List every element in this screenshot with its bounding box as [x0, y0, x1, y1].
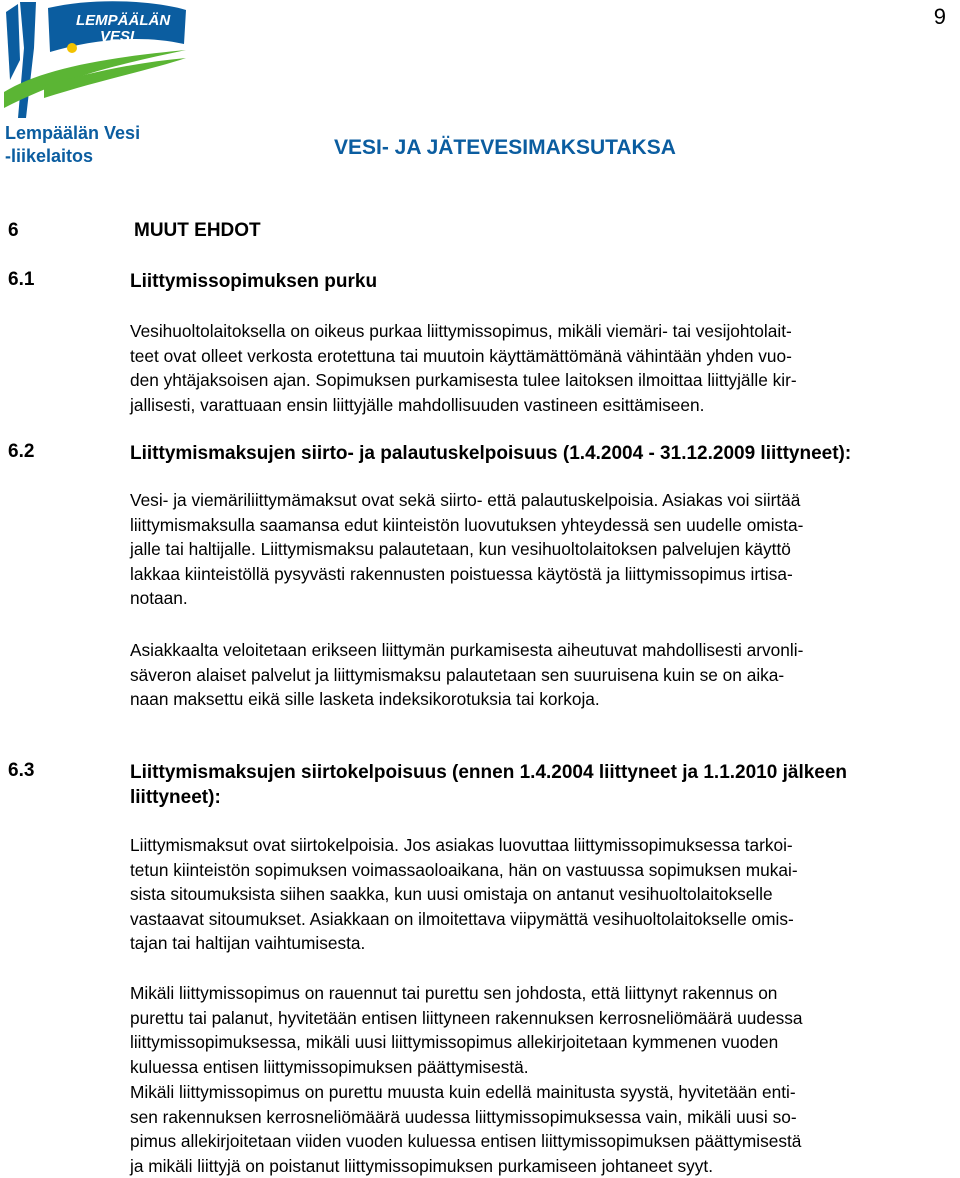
organization-name-line2: -liikelaitos [5, 146, 94, 166]
paragraph: Vesihuoltolaitoksella on oikeus purkaa liittymissopimus, mikäli viemäri- tai vesijohtolait- teet ovat olleet verkosta erotettuna tai muutoin käyttämättömänä vähintään yhden vuo- den yhtäjaksoisen ajan. Sopimuksen purkamisesta tulee laitoksen ilmoittaa liittyjälle kir- jallisesti, varattuaan ensin liittyjälle mahdollisuuden vastineen esittämiseen. [130, 321, 797, 415]
logo-text-line2: VESI [100, 28, 135, 45]
subsection-number: 6.1 [8, 269, 35, 290]
paragraph: Asiakkaalta veloitetaan erikseen liittymän purkamisesta aiheutuvat mahdollisesti arvonli- säveron alaiset palvelut ja liittymismaksu palautetaan sen suuruisena kuin se on aika- naan maksettu eikä sille lasketa indeksikorotuksia tai korkoja. [130, 640, 804, 710]
paragraph: Mikäli liittymissopimus on rauennut tai purettu sen johdosta, että liittynyt rakennus on purettu tai palanut, hyvitetään entisen liittyneen rakennuksen kerrosneliömäärä uudessa liittymissopimuksessa, mikäli uusi liittymissopimus allekirjoitetaan kymmenen vuoden kuluessa entisen liittymissopimuksen päättymisestä. [130, 983, 803, 1077]
page-number: 9 [933, 4, 946, 29]
organization-name-line1: Lempäälän Vesi [5, 123, 141, 143]
subsection-number: 6.2 [8, 441, 35, 462]
logo-graphic [0, 0, 190, 118]
document-title: VESI- JA JÄTEVESIMAKSUTAKSA [334, 136, 676, 159]
subsection-title: Liittymismaksujen siirto- ja palautuskelpoisuus (1.4.2004 - 31.12.2009 liittyneet): [130, 443, 852, 464]
organization-name [5, 122, 140, 168]
subsection-title: Liittymismaksujen siirtokelpoisuus (ennen 1.4.2004 liittyneet ja 1.1.2010 jälkeen liittyneet): [130, 762, 848, 808]
section-number: 6 [8, 220, 19, 241]
company-logo [0, 0, 190, 118]
subsection-number: 6.3 [8, 760, 35, 781]
section-title: MUUT EHDOT [134, 220, 261, 241]
paragraph: Liittymismaksut ovat siirtokelpoisia. Jos asiakas luovuttaa liittymissopimuksessa tarkoi- tetun kiinteistön sopimuksen voimassaoloaikana, hän on vastuussa sopimuksen mukai- sista sitoumuksista siihen saakka, kun uusi omistaja on antanut vesihuoltolaitokselle vastaavat sitoumukset. Asiakkaan on ilmoitettava viipymättä vesihuoltolaitokselle omis- tajan tai haltijan vaihtumisesta. [130, 835, 798, 954]
subsection-title: Liittymissopimuksen purku [130, 271, 378, 292]
paragraph: Vesi- ja viemäriliittymämaksut ovat sekä siirto- että palautuskelpoisia. Asiakas voi siirtää liittymismaksulla saamansa edut kiinteistön luovutuksen yhteydessä sen uudelle omista- jalle tai haltijalle. Liittymismaksu palautetaan, kun vesihuoltolaitoksen palvelujen käyttö lakkaa kiinteistöllä pysyvästi rakennusten poistuessa käytöstä ja liittymissopimus irtisa- notaan. [130, 490, 804, 609]
paragraph: Mikäli liittymissopimus on purettu muusta kuin edellä mainitusta syystä, hyvitetään enti- sen rakennuksen kerrosneliömäärä uudessa liittymissopimuksessa vain, mikäli uusi so- pimus allekirjoitetaan viiden vuoden kuluessa entisen liittymissopimuksen päättymisestä ja mikäli liittyjä on poistanut liittymissopimuksen purkamiseen johtaneet syyt. [130, 1082, 802, 1176]
logo-text-line1: LEMPÄÄLÄN [76, 12, 171, 29]
